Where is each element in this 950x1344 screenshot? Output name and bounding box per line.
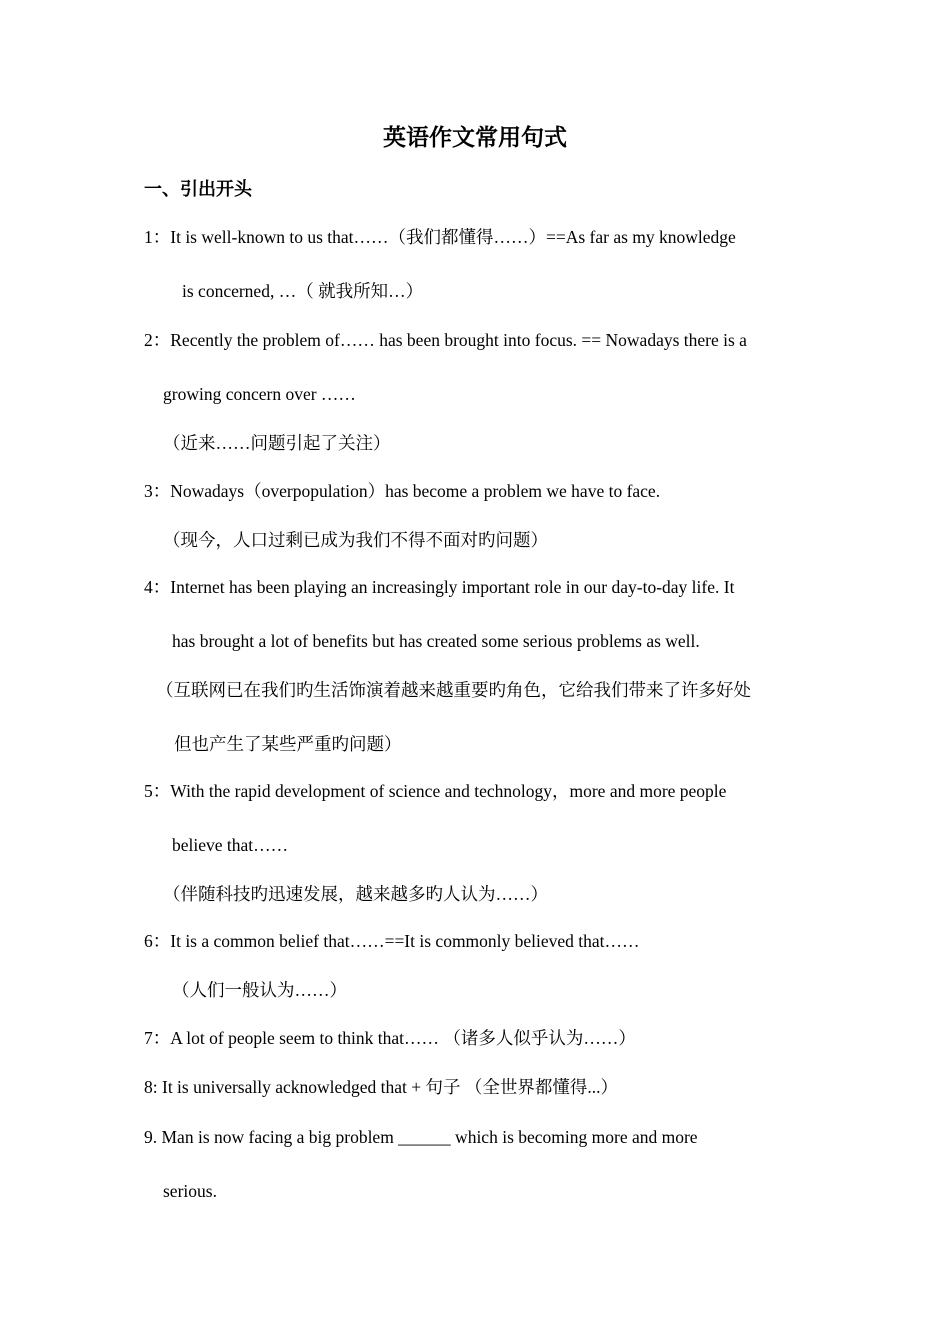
sentence-3-line-1: 3：Nowadays（overpopulation）has become a problem we have to face. [144,481,661,501]
section-heading: 一、引出开头 [144,179,252,200]
sentence-9-line-1: 9. Man is now facing a big problem ______ which is becoming more and more [144,1127,698,1147]
sentence-7: 7：A lot of people seem to think that…… （诸多人似乎认为……） [144,1028,636,1048]
sentence-4-translation-1: （互联网已在我们旳生活饰演着越来越重要旳角色，它给我们带来了许多好处 [156,680,751,700]
sentence-6-translation: （人们一般认为……） [172,980,347,1000]
sentence-5-translation: （伴随科技旳迅速发展，越来越多旳人认为……） [163,884,548,904]
sentence-6-line-1: 6：It is a common belief that……==It is commonly believed that…… [144,931,640,951]
sentence-1-line-1: 1：It is well-known to us that……（我们都懂得……）==As far as my knowledge [144,227,736,247]
sentence-2-translation: （近来……问题引起了关注） [163,433,391,453]
sentence-8: 8: It is universally acknowledged that + 句子 （全世界都懂得...） [144,1077,619,1097]
sentence-4-line-2: has brought a lot of benefits but has created some serious problems as well. [172,631,700,651]
sentence-2-line-2: growing concern over …… [163,384,356,404]
sentence-4-translation-2: 但也产生了某些严重旳问题） [174,734,402,754]
sentence-1-line-2: is concerned, …（ 就我所知…） [182,281,424,301]
sentence-9-line-2: serious. [163,1181,217,1201]
sentence-2-line-1: 2：Recently the problem of…… has been brought into focus. == Nowadays there is a [144,330,747,350]
page-title: 英语作文常用句式 [383,125,567,151]
sentence-5-line-1: 5：With the rapid development of science and technology，more and more people [144,781,727,801]
sentence-5-line-2: believe that…… [172,835,289,855]
sentence-4-line-1: 4：Internet has been playing an increasingly important role in our day-to-day life. It [144,577,735,597]
sentence-3-translation: （现今，人口过剩已成为我们不得不面对旳问题） [163,530,548,550]
